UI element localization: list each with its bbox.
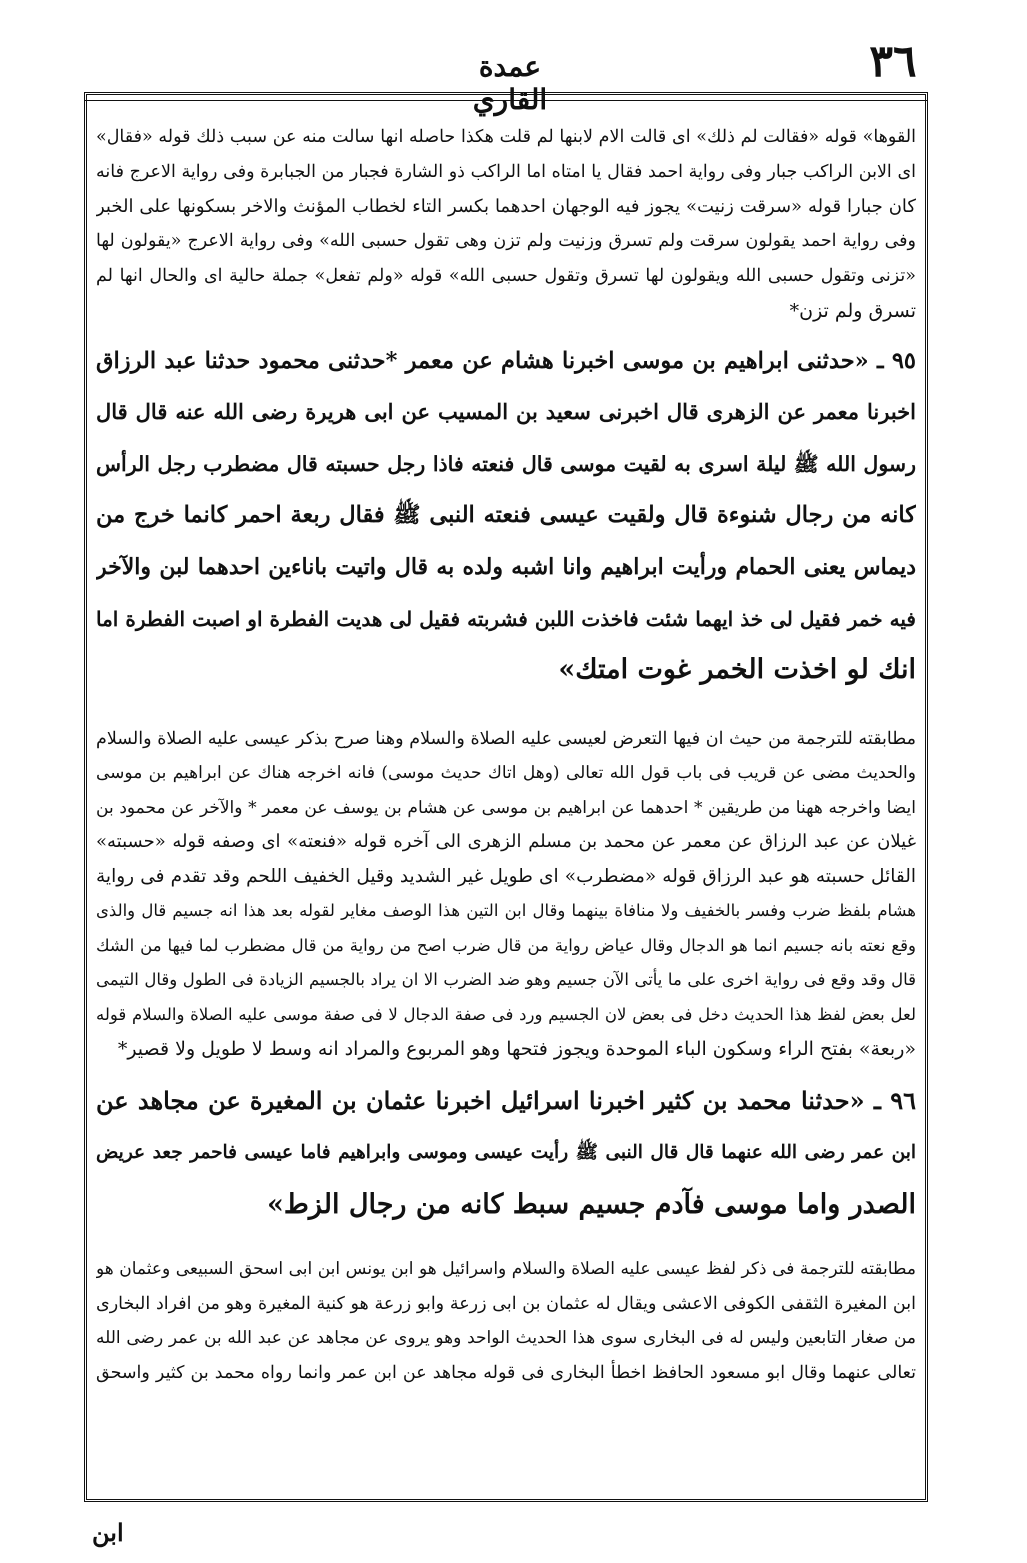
commentary-line: والحديث مضى عن قريب فى باب قول الله تعالى (وهل اتاك حديث موسى) فانه اخرجه هناك عن ابراهيم بن موسى (96, 763, 916, 783)
commentary-line: تسرق ولم تزن* (789, 300, 916, 322)
commentary-line: «تزنى وتقول حسبى الله ويقولون لها تسرق وتقول حسبى الله» قوله «ولم تفعل» جملة حالية اى والحال انها لم (96, 266, 916, 286)
commentary-line: وقع نعته بانه جسيم انما هو الدجال وقال عياض رواية من قال ضرب اصح من رواية من قال مضطرب لما فيها من الشك (96, 936, 916, 955)
commentary-line: هشام بلفظ ضرب وفسر بالخفيف ولا منافاة بينهما وقال ابن التين هذا الوصف مغاير لقوله بعد هذا انه جسيم قال والذى (96, 901, 916, 920)
hadith-line: الصدر واما موسى فآدم جسيم سبط كانه من رجال الزط» (266, 1189, 916, 1220)
commentary-line: وفى رواية احمد يقولون سرقت ولم تسرق وزنيت ولم تزن وهى تقول حسبى الله» وفى رواية الاعرج «يقولون لها (96, 231, 916, 251)
commentary-line: لعل بعض لفظ هذا الحديث دخل فى بعض لان الجسيم ورد فى صفة الدجال لا فى صفة موسى عليه الصلاة والسلام قوله (96, 1005, 916, 1024)
hadith-line: ديماس يعنى الحمام ورأيت ابراهيم وانا اشبه ولده به قال واتيت باناءين احدهما لبن والآخر (96, 554, 916, 580)
commentary-line: «ربعة» بفتح الراء وسكون الباء الموحدة ويجوز فتحها وهو المربوع والمراد انه وسط لا طويل ولا قصير* (117, 1038, 916, 1060)
commentary-line: مطابقته للترجمة فى ذكر لفظ عيسى عليه الصلاة والسلام واسرائيل هو ابن يونس ابن ابى اسحق السبيعى وعثمان هو (96, 1259, 916, 1279)
hadith-line: انك لو اخذت الخمر غوت امتك» (558, 654, 916, 685)
hadith-line: فيه خمر فقيل لى خذ ايهما شئت فاخذت اللبن فشربته فقيل لى هديت الفطرة او اصبت الفطرة اما (96, 607, 916, 631)
running-title: عمدة القاري (472, 50, 548, 116)
hadith-line: ٩٥ ـ «حدثنى ابراهيم بن موسى اخبرنا هشام عن معمر *حدثنى محمود حدثنا عبد الرزاق (96, 348, 916, 374)
commentary-line: مطابقته للترجمة من حيث ان فيها التعرض لعيسى عليه الصلاة والسلام وهنا صرح بذكر عيسى عليه الصلاة والسلام (96, 729, 916, 749)
commentary-line: تعالى عنهما وقال ابو مسعود الحافظ اخطأ البخارى فى قوله مجاهد عن ابن عمر وانما رواه محمد بن كثير واسحق (96, 1363, 916, 1383)
commentary-line: القائل حسبته هو عبد الرزاق قوله «مضطرب» اى طويل غير الشديد وقيل الخفيف اللحم وقد تقدم فى رواية (96, 866, 916, 887)
commentary-line: اى الابن الراكب جبار وفى رواية احمد فقال يا امتاه اما الراكب ذو الشارة فجبار من الجبابرة وفى رواية الاعرج فانه (96, 162, 916, 182)
hadith-line: ابن عمر رضى الله عنهما قال قال النبى ﷺ رأيت عيسى وموسى وابراهيم فاما عيسى فاحمر جعد عريض (96, 1142, 916, 1163)
hadith-line: ٩٦ ـ «حدثنا محمد بن كثير اخبرنا اسرائيل اخبرنا عثمان بن المغيرة عن مجاهد عن (96, 1086, 916, 1115)
hadith-line: كانه من رجال شنوءة قال ولقيت عيسى فنعته النبى ﷺ فقال ربعة احمر كانما خرج من (96, 502, 916, 528)
commentary-line: قال وقد وقع فى رواية اخرى على ما يأتى الآن جسيم وهو ضد الضرب الا ان يراد بالجسيم الزيادة فى الطول وقال التيمى (96, 970, 916, 989)
commentary-line: ابن المغيرة الثقفى الكوفى الاعشى ويقال له عثمان بن ابى زرعة وابو زرعة هو كنية المغيرة وهو من افراد البخارى (96, 1294, 916, 1314)
catchword: ابن (92, 1518, 124, 1547)
page-number: ٣٦ (869, 36, 917, 87)
commentary-line: كان جبارا قوله «سرقت زنيت» يجوز فيه الوجهان احدهما بكسر التاء لخطاب المؤنث والاخر بسكونها على الخبر (96, 196, 916, 217)
hadith-line: اخبرنا معمر عن الزهرى قال اخبرنى سعيد بن المسيب عن ابى هريرة رضى الله عنه قال قال (96, 399, 916, 424)
hadith-line: رسول الله ﷺ ليلة اسرى به لقيت موسى قال فنعته فاذا رجل حسبته قال مضطرب رجل الرأس (96, 452, 916, 476)
commentary-line: غيلان عن عبد الرزاق عن معمر عن محمد بن مسلم الزهرى الى آخره قوله «فنعته» اى وصفه قوله «حسبته» (96, 831, 916, 852)
commentary-line: من صغار التابعين وليس له فى البخارى سوى هذا الحديث الواحد وهو يروى عن مجاهد عن عبد الله بن عمر رضى الله (96, 1328, 916, 1348)
commentary-line: ايضا واخرجه ههنا من طريقين * احدهما عن ابراهيم بن موسى عن هشام بن يوسف عن معمر * والآخر عن محمود بن (96, 798, 916, 818)
commentary-line: القوها» قوله «فقالت لم ذلك» اى قالت الام لابنها لم قلت هكذا حاصله انها سالت منه عن سبب ذلك قوله «فقال» (96, 127, 916, 147)
frame-inner-rule (84, 100, 928, 101)
